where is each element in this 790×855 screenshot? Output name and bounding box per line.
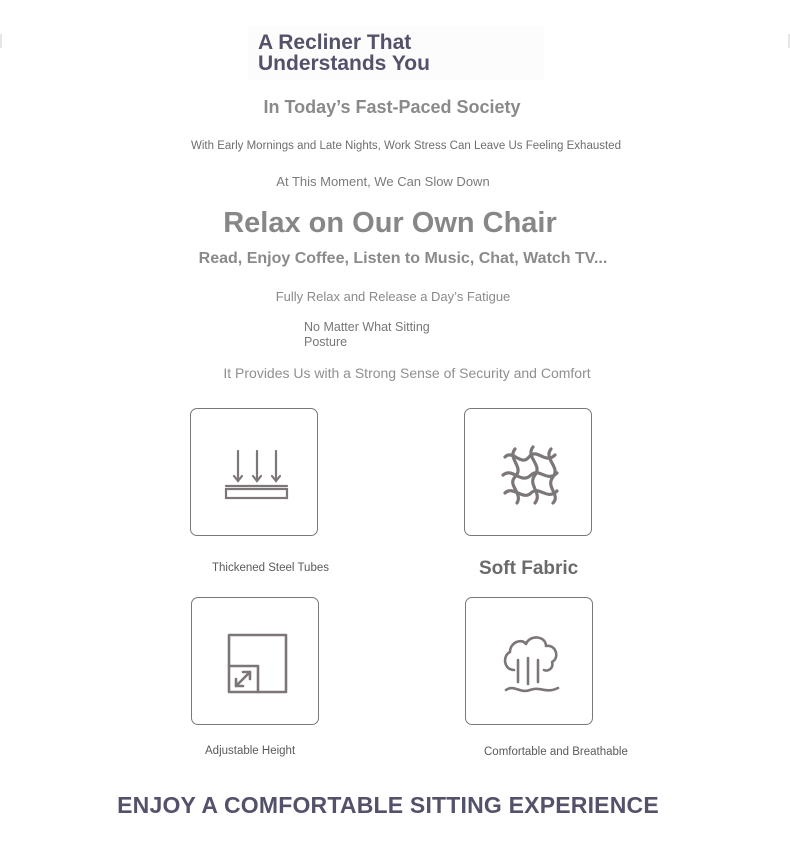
left-edge-mark — [0, 34, 2, 48]
feature-label-breathable: Comfortable and Breathable — [484, 746, 628, 758]
page-title: A Recliner That Understands You — [258, 31, 430, 75]
story-line-slow-down: At This Moment, We Can Slow Down — [276, 174, 490, 189]
story-line-fatigue: Fully Relax and Release a Day’s Fatigue — [275, 289, 511, 304]
story-line-posture: No Matter What Sitting Posture — [304, 320, 430, 349]
steel-tubes-icon — [191, 409, 319, 537]
feature-label-soft-fabric: Soft Fabric — [479, 558, 579, 579]
feature-label-steel-tubes: Thickened Steel Tubes — [212, 562, 329, 574]
story-line-security: It Provides Us with a Strong Sense of Security and Comfort — [223, 365, 591, 381]
feature-card-steel-tubes — [190, 408, 318, 536]
footer-title: ENJOY A COMFORTABLE SITTING EXPERIENCE — [117, 792, 659, 818]
feature-card-breathable — [465, 597, 593, 725]
breathable-cloud-icon — [466, 598, 594, 726]
section-subtitle: In Today’s Fast-Paced Society — [263, 97, 521, 117]
story-line-stress: With Early Mornings and Late Nights, Work Stress Can Leave Us Feeling Exhausted — [191, 140, 621, 152]
feature-card-adjustable-height — [191, 597, 319, 725]
relax-headline: Relax on Our Own Chair — [223, 207, 557, 239]
resize-icon — [192, 598, 320, 726]
feature-card-soft-fabric — [464, 408, 592, 536]
feature-label-adjustable-height: Adjustable Height — [205, 745, 296, 757]
story-line-activities: Read, Enjoy Coffee, Listen to Music, Chat, Watch TV... — [198, 250, 608, 267]
woven-fabric-icon — [465, 409, 593, 537]
